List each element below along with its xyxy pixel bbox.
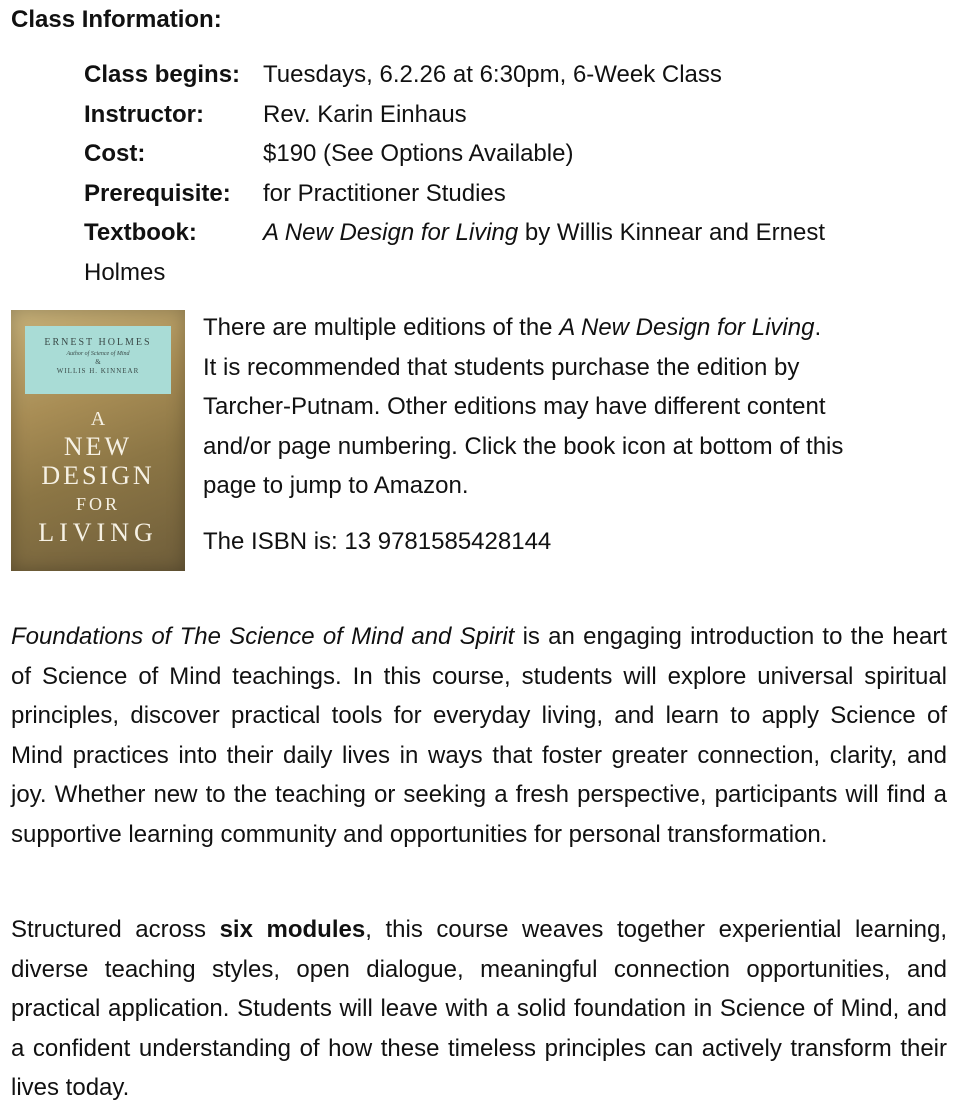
- instructor-value: Rev. Karin Einhaus: [263, 100, 467, 128]
- cost-value: $190 (See Options Available): [263, 140, 574, 167]
- edition-note-suffix: .: [814, 314, 822, 341]
- course-structure-text: , this course weaves together experiential learning, diverse teaching styles, open dialogue, meaningful connection opportunities, and practical application. Students will leave with a solid foundation in Science of Mind, and a confident understanding of how these timeless principles can actively transform their lives today.: [11, 916, 948, 1101]
- book-cover-author-sub: Author of Science of Mind: [66, 351, 130, 357]
- info-row-prerequisite: [84, 174, 944, 214]
- book-cover-title-new: NEW: [63, 432, 133, 461]
- course-description: [11, 617, 947, 854]
- course-description-paragraph: [11, 617, 947, 854]
- class-info-list: [84, 55, 944, 213]
- course-description-text: is an engaging introduction to the heart of Science of Mind teachings. In this course, students will explore universal spiritual principles, discover practical tools for everyday living, and learn to apply Science of Mind practices into their daily lives in ways that foster greater connection, clarity, and joy. Whether new to the teaching or seeking a fresh perspective, participants will find a supportive learning community and opportunities for personal transformation.: [11, 623, 947, 848]
- course-structure-prefix: Structured across: [11, 916, 220, 943]
- book-cover-amp: &: [95, 358, 101, 366]
- info-row-class-begins: [84, 55, 944, 95]
- edition-note-line4: and/or page numbering. Click the book icon at bottom of this: [203, 432, 844, 460]
- book-cover-band: [25, 326, 171, 394]
- prerequisite-label: Prerequisite:: [84, 179, 231, 207]
- course-structure: [11, 910, 947, 1108]
- isbn-text: The ISBN is: 13 9781585428144: [203, 528, 552, 555]
- textbook-authors: by Willis Kinnear and Ernest: [518, 219, 826, 246]
- edition-note-line1: [203, 308, 953, 348]
- info-row-instructor: [84, 95, 944, 135]
- course-structure-paragraph: [11, 910, 947, 1108]
- info-row-cost: [84, 134, 944, 174]
- info-row-textbook: [84, 213, 944, 292]
- edition-note-line3: Tarcher-Putnam. Other editions may have different content: [203, 393, 826, 420]
- book-cover-title: [11, 406, 185, 547]
- textbook-title: A New Design for Living: [263, 219, 519, 246]
- book-cover-title-design: DESIGN: [41, 461, 155, 490]
- instructor-label: Instructor:: [84, 100, 204, 128]
- book-cover-title-a: A: [90, 408, 106, 430]
- textbook-label: Textbook:: [84, 219, 197, 246]
- edition-note-book-title: A New Design for Living: [559, 314, 815, 341]
- cost-label: Cost:: [84, 140, 146, 167]
- course-title: Foundations of The Science of Mind and Spirit: [11, 623, 515, 650]
- edition-note-line2: It is recommended that students purchase the edition by: [203, 353, 800, 381]
- book-cover-title-living: LIVING: [38, 518, 158, 547]
- edition-note-prefix: There are multiple editions of the: [203, 314, 560, 341]
- edition-note: [203, 308, 953, 506]
- class-begins-value: Tuesdays, 6.2.26 at 6:30pm, 6-Week Class: [263, 61, 722, 88]
- class-begins-label: Class begins:: [84, 61, 241, 88]
- book-cover-author: ERNEST HOLMES: [44, 337, 152, 348]
- prerequisite-value: for Practitioner Studies: [263, 179, 506, 207]
- section-heading: Class Information:: [11, 6, 222, 33]
- course-structure-modules: six modules: [219, 916, 366, 943]
- textbook-authors-cont: Holmes: [84, 258, 166, 286]
- book-cover-coauthor: WILLIS H. KINNEAR: [56, 367, 140, 375]
- book-cover-title-for: FOR: [75, 494, 120, 514]
- edition-note-line5: page to jump to Amazon.: [203, 472, 469, 499]
- book-cover-image[interactable]: [11, 310, 185, 571]
